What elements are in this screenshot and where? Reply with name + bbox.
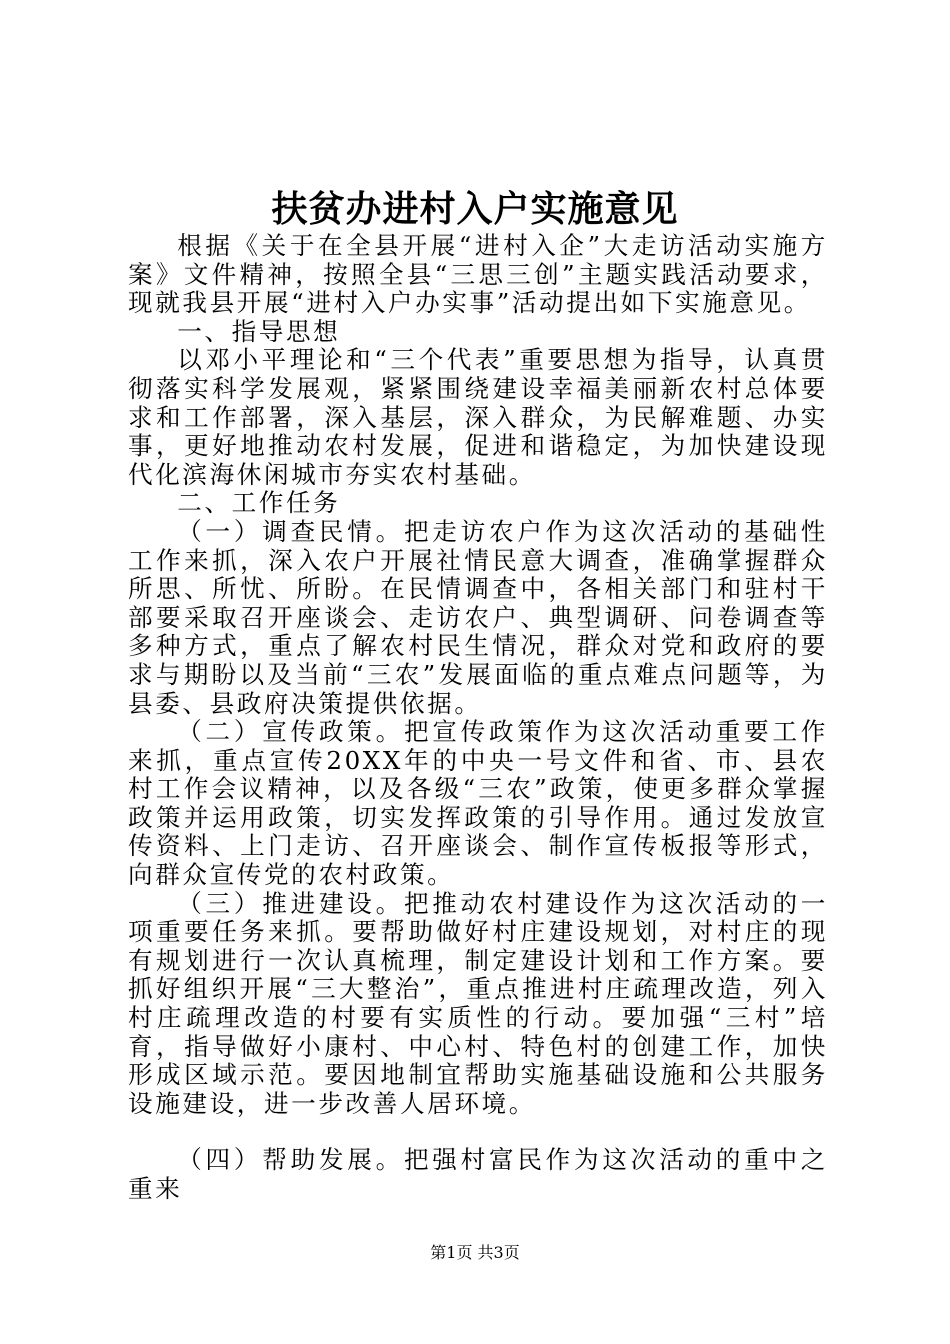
document-title: 扶贫办进村入户实施意见 bbox=[271, 188, 679, 230]
paragraph-guiding-thought: 以邓小平理论和“三个代表”重要思想为指导，认真贯彻落实科学发展观，紧紧围绕建设幸福美丽新农村总体要求和工作部署，深入基层，深入群众，为民解难题、办实事，更好地推动农村发展，促进和谐稳定，为加快建设现代化滨海休闲城市夯实农村基础。 bbox=[128, 345, 828, 489]
paragraph-intro: 根据《关于在全县开展“进村入企”大走访活动实施方案》文件精神，按照全县“三思三创”主题实践活动要求，现就我县开展“进村入户办实事”活动提出如下实施意见。 bbox=[128, 231, 828, 318]
paragraph-task-4: （四）帮助发展。把强村富民作为这次活动的重中之重来 bbox=[128, 1145, 828, 1203]
heading-work-tasks: 二、工作任务 bbox=[177, 488, 341, 518]
paragraph-task-1: （一）调查民情。把走访农户作为这次活动的基础性工作来抓，深入农户开展社情民意大调查，准确掌握群众所思、所忧、所盼。在民情调查中，各相关部门和驻村干部要采取召开座谈会、走访农户、典型调研、问卷调查等多种方式，重点了解农村民生情况，群众对党和政府的要求与期盼以及当前“三农”发展面临的重点难点问题等，为县委、县政府决策提供依据。 bbox=[128, 516, 828, 718]
document-body bbox=[128, 232, 828, 1204]
paragraph-task-3: （三）推进建设。把推动农村建设作为这次活动的一项重要任务来抓。要帮助做好村庄建设规划，对村庄的现有规划进行一次认真梳理，制定建设计划和工作方案。要抓好组织开展“三大整治”，重点推进村庄疏理改造，列入村庄疏理改造的村要有实质性的行动。要加强“三村”培育，指导做好小康村、中心村、特色村的创建工作，加快形成区域示范。要因地制宜帮助实施基础设施和公共服务设施建设，进一步改善人居环境。 bbox=[128, 888, 828, 1118]
page-number-footer: 第1页 共3页 bbox=[430, 1243, 520, 1262]
heading-guiding-thought: 一、指导思想 bbox=[177, 316, 341, 346]
paragraph-task-2: （二）宣传政策。把宣传政策作为这次活动重要工作来抓，重点宣传20XX年的中央一号文件和省、市、县农村工作会议精神，以及各级“三农”政策，使更多群众掌握政策并运用政策，切实发挥政策的引导作用。通过发放宣传资料、上门走访、召开座谈会、制作宣传板报等形式，向群众宣传党的农村政策。 bbox=[128, 717, 828, 890]
